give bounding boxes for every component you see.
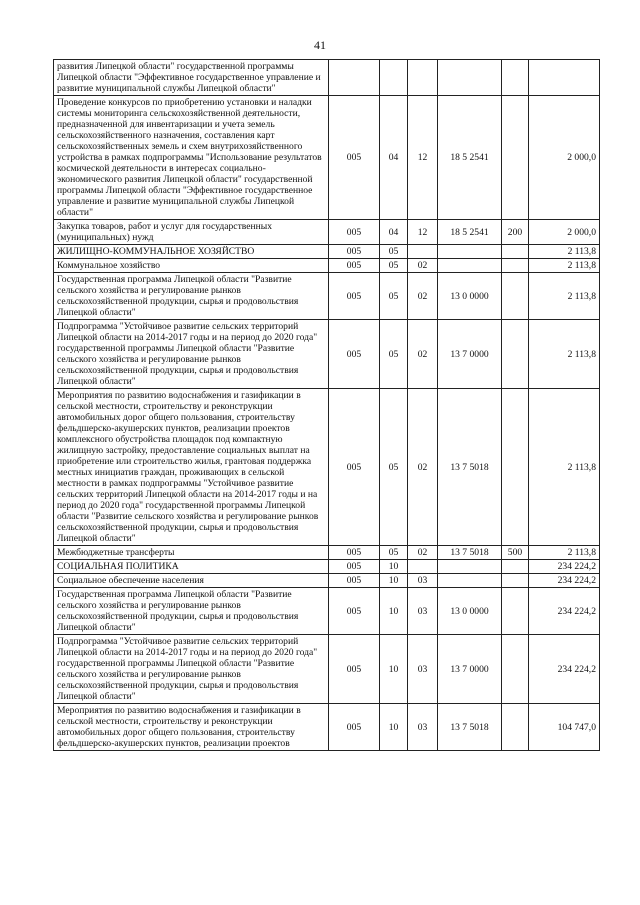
cell-department-code: 005 [329,273,380,320]
table-row [54,704,600,751]
cell-name: Государственная программа Липецкой области "Развитие сельского хозяйства и регулирование рынков сельскохозяйственной продукции, сырья и продовольствия Липецкой области" [54,273,329,320]
cell-name: Мероприятия по развитию водоснабжения и газификации в сельской местности, строительству и реконструкции автомобильных дорог общего пользования, строительству фельдшерско-акушерских пунктов, реализации проектов [54,704,329,751]
cell-department-code: 005 [329,389,380,546]
cell-department-code: 005 [329,245,380,259]
cell-name: СОЦИАЛЬНАЯ ПОЛИТИКА [54,560,329,574]
cell-department-code: 005 [329,96,380,220]
cell-department-code: 005 [329,560,380,574]
table-row [54,259,600,273]
cell-amount: 234 224,2 [529,560,600,574]
cell-subsection-code: 02 [408,320,438,389]
cell-name: Государственная программа Липецкой области "Развитие сельского хозяйства и регулирование рынков сельскохозяйственной продукции, сырья и продовольствия Липецкой области" [54,588,329,635]
cell-target-item-code [438,574,502,588]
cell-department-code: 005 [329,574,380,588]
cell-amount: 2 000,0 [529,220,600,245]
cell-expense-type-code: 200 [502,220,529,245]
table-row [54,273,600,320]
cell-section-code: 05 [380,546,408,560]
cell-name: Закупка товаров, работ и услуг для государственных (муниципальных) нужд [54,220,329,245]
table-row [54,320,600,389]
cell-expense-type-code: 500 [502,546,529,560]
cell-expense-type-code [502,704,529,751]
cell-target-item-code: 13 7 5018 [438,704,502,751]
cell-subsection-code [408,245,438,259]
cell-target-item-code: 18 5 2541 [438,96,502,220]
cell-subsection-code: 12 [408,220,438,245]
cell-section-code [380,60,408,96]
page-number: 41 [314,38,326,52]
table-row [54,635,600,704]
cell-name: ЖИЛИЩНО-КОММУНАЛЬНОЕ ХОЗЯЙСТВО [54,245,329,259]
cell-name: Социальное обеспечение населения [54,574,329,588]
cell-section-code: 10 [380,588,408,635]
budget-table-body [54,60,600,751]
cell-section-code: 05 [380,259,408,273]
cell-expense-type-code [502,259,529,273]
cell-subsection-code: 12 [408,96,438,220]
cell-department-code: 005 [329,546,380,560]
cell-subsection-code: 03 [408,574,438,588]
cell-expense-type-code [502,389,529,546]
cell-amount: 2 000,0 [529,96,600,220]
cell-section-code: 10 [380,704,408,751]
cell-department-code: 005 [329,220,380,245]
cell-department-code: 005 [329,704,380,751]
cell-target-item-code: 13 7 5018 [438,389,502,546]
cell-amount: 2 113,8 [529,389,600,546]
cell-department-code: 005 [329,588,380,635]
cell-section-code: 10 [380,574,408,588]
cell-name: развития Липецкой области" государственной программы Липецкой области "Эффективное государственное управление и развитие муниципальной службы Липецкой области" [54,60,329,96]
table-row [54,546,600,560]
table-row [54,96,600,220]
cell-subsection-code: 02 [408,259,438,273]
cell-target-item-code [438,560,502,574]
cell-expense-type-code [502,320,529,389]
table-row [54,588,600,635]
cell-target-item-code: 13 0 0000 [438,588,502,635]
cell-expense-type-code [502,245,529,259]
cell-target-item-code: 18 5 2541 [438,220,502,245]
cell-amount [529,60,600,96]
cell-amount: 2 113,8 [529,259,600,273]
cell-section-code: 05 [380,320,408,389]
cell-name: Подпрограмма "Устойчивое развитие сельских территорий Липецкой области на 2014-2017 годы и на период до 2020 года" государственной программы Липецкой области "Развитие сельского хозяйства и регулирование рынков сельскохозяйственной продукции, сырья и продовольствия Липецкой области" [54,635,329,704]
cell-name: Межбюджетные трансферты [54,546,329,560]
table-row [54,220,600,245]
cell-amount: 2 113,8 [529,320,600,389]
cell-department-code: 005 [329,320,380,389]
cell-target-item-code [438,60,502,96]
cell-expense-type-code [502,588,529,635]
cell-subsection-code: 03 [408,704,438,751]
cell-section-code: 04 [380,220,408,245]
cell-section-code: 04 [380,96,408,220]
cell-section-code: 05 [380,389,408,546]
cell-subsection-code: 03 [408,635,438,704]
cell-target-item-code [438,259,502,273]
cell-section-code: 05 [380,245,408,259]
cell-name: Подпрограмма "Устойчивое развитие сельских территорий Липецкой области на 2014-2017 годы и на период до 2020 года" государственной программы Липецкой области "Развитие сельского хозяйства и регулирование рынков сельскохозяйственной продукции, сырья и продовольствия Липецкой области" [54,320,329,389]
cell-amount: 234 224,2 [529,635,600,704]
cell-target-item-code [438,245,502,259]
cell-amount: 234 224,2 [529,574,600,588]
cell-subsection-code: 02 [408,546,438,560]
cell-subsection-code [408,60,438,96]
cell-amount: 104 747,0 [529,704,600,751]
cell-name: Проведение конкурсов по приобретению установки и наладки системы мониторинга сельскохозяйственной деятельности, предназначенной для инвентаризации и учета земель сельскохозяйственного назначения, составления карт сельскохозяйственных земель и схем внутрихозяйственного устройства в рамках подпрограммы "Использование результатов космической деятельности в интересах социально-экономического развития Липецкой области" государственной программы Липецкой области "Эффективное государственное управление и развитие муниципальной службы Липецкой области" [54,96,329,220]
cell-subsection-code: 02 [408,389,438,546]
cell-department-code [329,60,380,96]
table-row [54,389,600,546]
cell-target-item-code: 13 0 0000 [438,273,502,320]
cell-target-item-code: 13 7 5018 [438,546,502,560]
cell-department-code: 005 [329,635,380,704]
cell-amount: 234 224,2 [529,588,600,635]
cell-name: Мероприятия по развитию водоснабжения и газификации в сельской местности, строительству и реконструкции автомобильных дорог общего пользования, строительству фельдшерско-акушерских пунктов, реализации проектов комплексного обустройства площадок под компактную жилищную застройку, предоставление социальных выплат на приобретение или строительство жилья, грантовая поддержка местных инициатив граждан, проживающих в сельской местности в рамках подпрограммы "Устойчивое развитие сельских территорий Липецкой области на 2014-2017 годы и на период до 2020 года" государственной программы Липецкой области "Развитие сельского хозяйства и регулирование рынков сельскохозяйственной продукции, сырья и продовольствия Липецкой области" [54,389,329,546]
table-row [54,574,600,588]
cell-target-item-code: 13 7 0000 [438,635,502,704]
cell-amount: 2 113,8 [529,273,600,320]
cell-target-item-code: 13 7 0000 [438,320,502,389]
table-row [54,60,600,96]
budget-table [53,59,600,751]
cell-expense-type-code [502,635,529,704]
cell-expense-type-code [502,60,529,96]
cell-amount: 2 113,8 [529,546,600,560]
cell-department-code: 005 [329,259,380,273]
cell-amount: 2 113,8 [529,245,600,259]
cell-name: Коммунальное хозяйство [54,259,329,273]
cell-section-code: 10 [380,560,408,574]
cell-section-code: 05 [380,273,408,320]
cell-expense-type-code [502,273,529,320]
cell-expense-type-code [502,574,529,588]
table-row [54,560,600,574]
cell-section-code: 10 [380,635,408,704]
cell-expense-type-code [502,560,529,574]
cell-subsection-code: 03 [408,588,438,635]
table-row [54,245,600,259]
cell-expense-type-code [502,96,529,220]
cell-subsection-code [408,560,438,574]
cell-subsection-code: 02 [408,273,438,320]
